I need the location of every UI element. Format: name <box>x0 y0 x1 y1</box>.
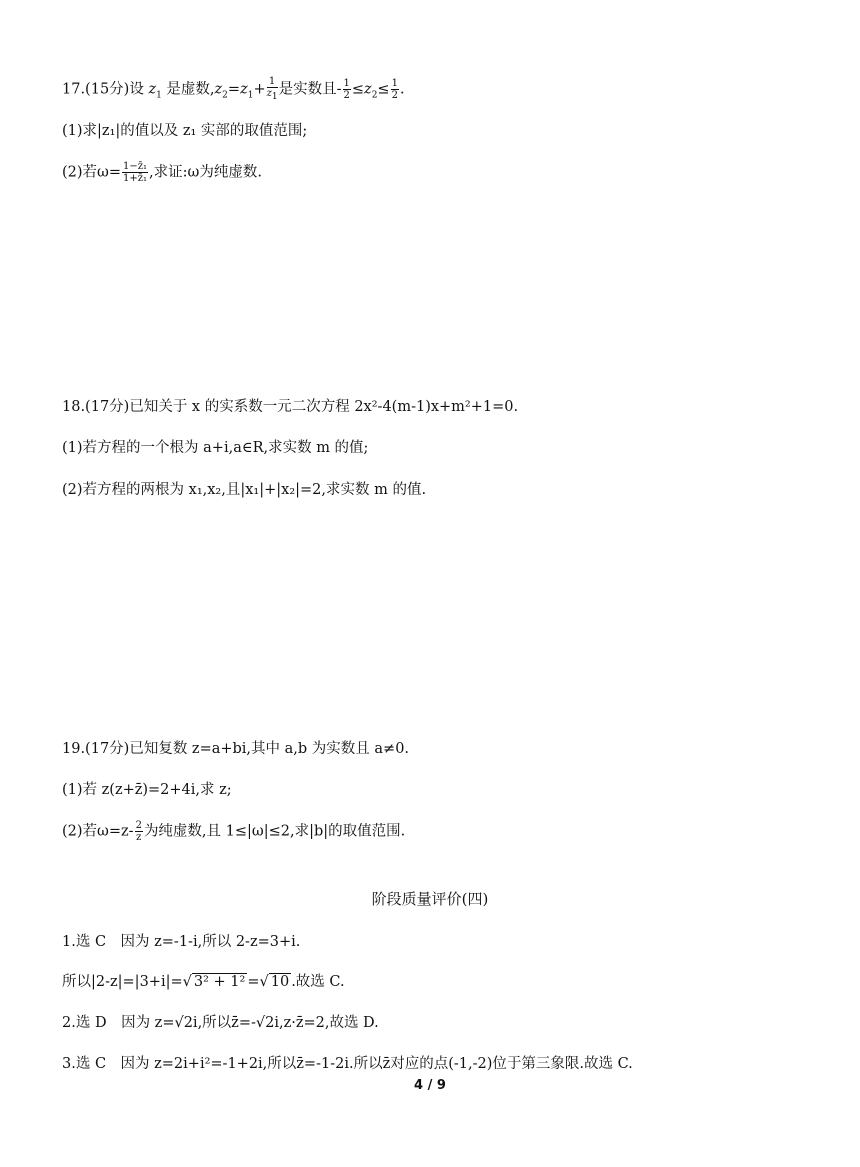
answer-2: 2.选 D 因为 z=√2i,所以z̄=-√2i,z·z̄=2,故选 D. <box>62 1015 379 1031</box>
page-number: 4 / 9 <box>414 1078 446 1093</box>
answer-3: 3.选 C 因为 z=2i+i²=-1+2i,所以z̄=-1-2i.所以z̄对应的点(-1,-2)位于第三象限.故选 C. <box>62 1056 633 1072</box>
q17-part1: (1)求|z₁|的值以及 z₁ 实部的取值范围; <box>62 123 308 139</box>
answer-1: 1.选 C 因为 z=-1-i,所以 2-z=3+i. <box>62 934 301 950</box>
q19-part1: (1)若 z(z+z̄)=2+4i,求 z; <box>62 782 232 798</box>
q17-stem: 17.(15分)设 $z_1$ 是虚数$,z_2=z_1+$ $\frac{1}{z_1}$ 是实数且- $\frac{1}{2}$ $\le z_2\le$ $\frac{1}{2}$ . <box>62 76 405 102</box>
q17-omega-fraction: $\frac{\text{1−z̄₁}}{\text{1+z̄₁}}$ <box>123 161 148 184</box>
q17-reciprocal-fraction: $\frac{1}{z_1}$ <box>266 76 278 102</box>
q19-stem: 19.(17分)已知复数 z=a+bi,其中 a,b 为实数且 a≠0. <box>62 741 410 757</box>
q17-part2: (2)若ω= $\frac{\text{1−z̄₁}}{\text{1+z̄₁}}$ ,求证:ω为纯虚数. <box>62 161 262 184</box>
q18-part2: (2)若方程的两根为 x₁,x₂,且|x₁|+|x₂|=2,求实数 m 的值. <box>62 482 427 498</box>
q18-stem: 18.(17分)已知关于 x 的实系数一元二次方程 2x²-4(m-1)x+m²+1=0. <box>62 399 519 415</box>
section-title: 阶段质量评价(四) <box>371 890 489 908</box>
q19-fraction: $\frac{2}{z}$ <box>135 820 142 843</box>
q19-part2: (2)若ω=z- $\frac{2}{z}$ 为纯虚数,且 1≤|ω|≤2,求|b|的取值范围. <box>62 820 406 843</box>
q17-upper-bound: $\frac{1}{2}$ <box>391 78 398 101</box>
q18-part1: (1)若方程的一个根为 a+i,a∈R,求实数 m 的值; <box>62 440 369 456</box>
q17-lower-bound: $\frac{1}{2}$ <box>343 78 350 101</box>
answer-1-continued: 所以|2-z|=|3+i|=√ 3² + 1² =√ 10 .故选 C. <box>62 974 345 990</box>
